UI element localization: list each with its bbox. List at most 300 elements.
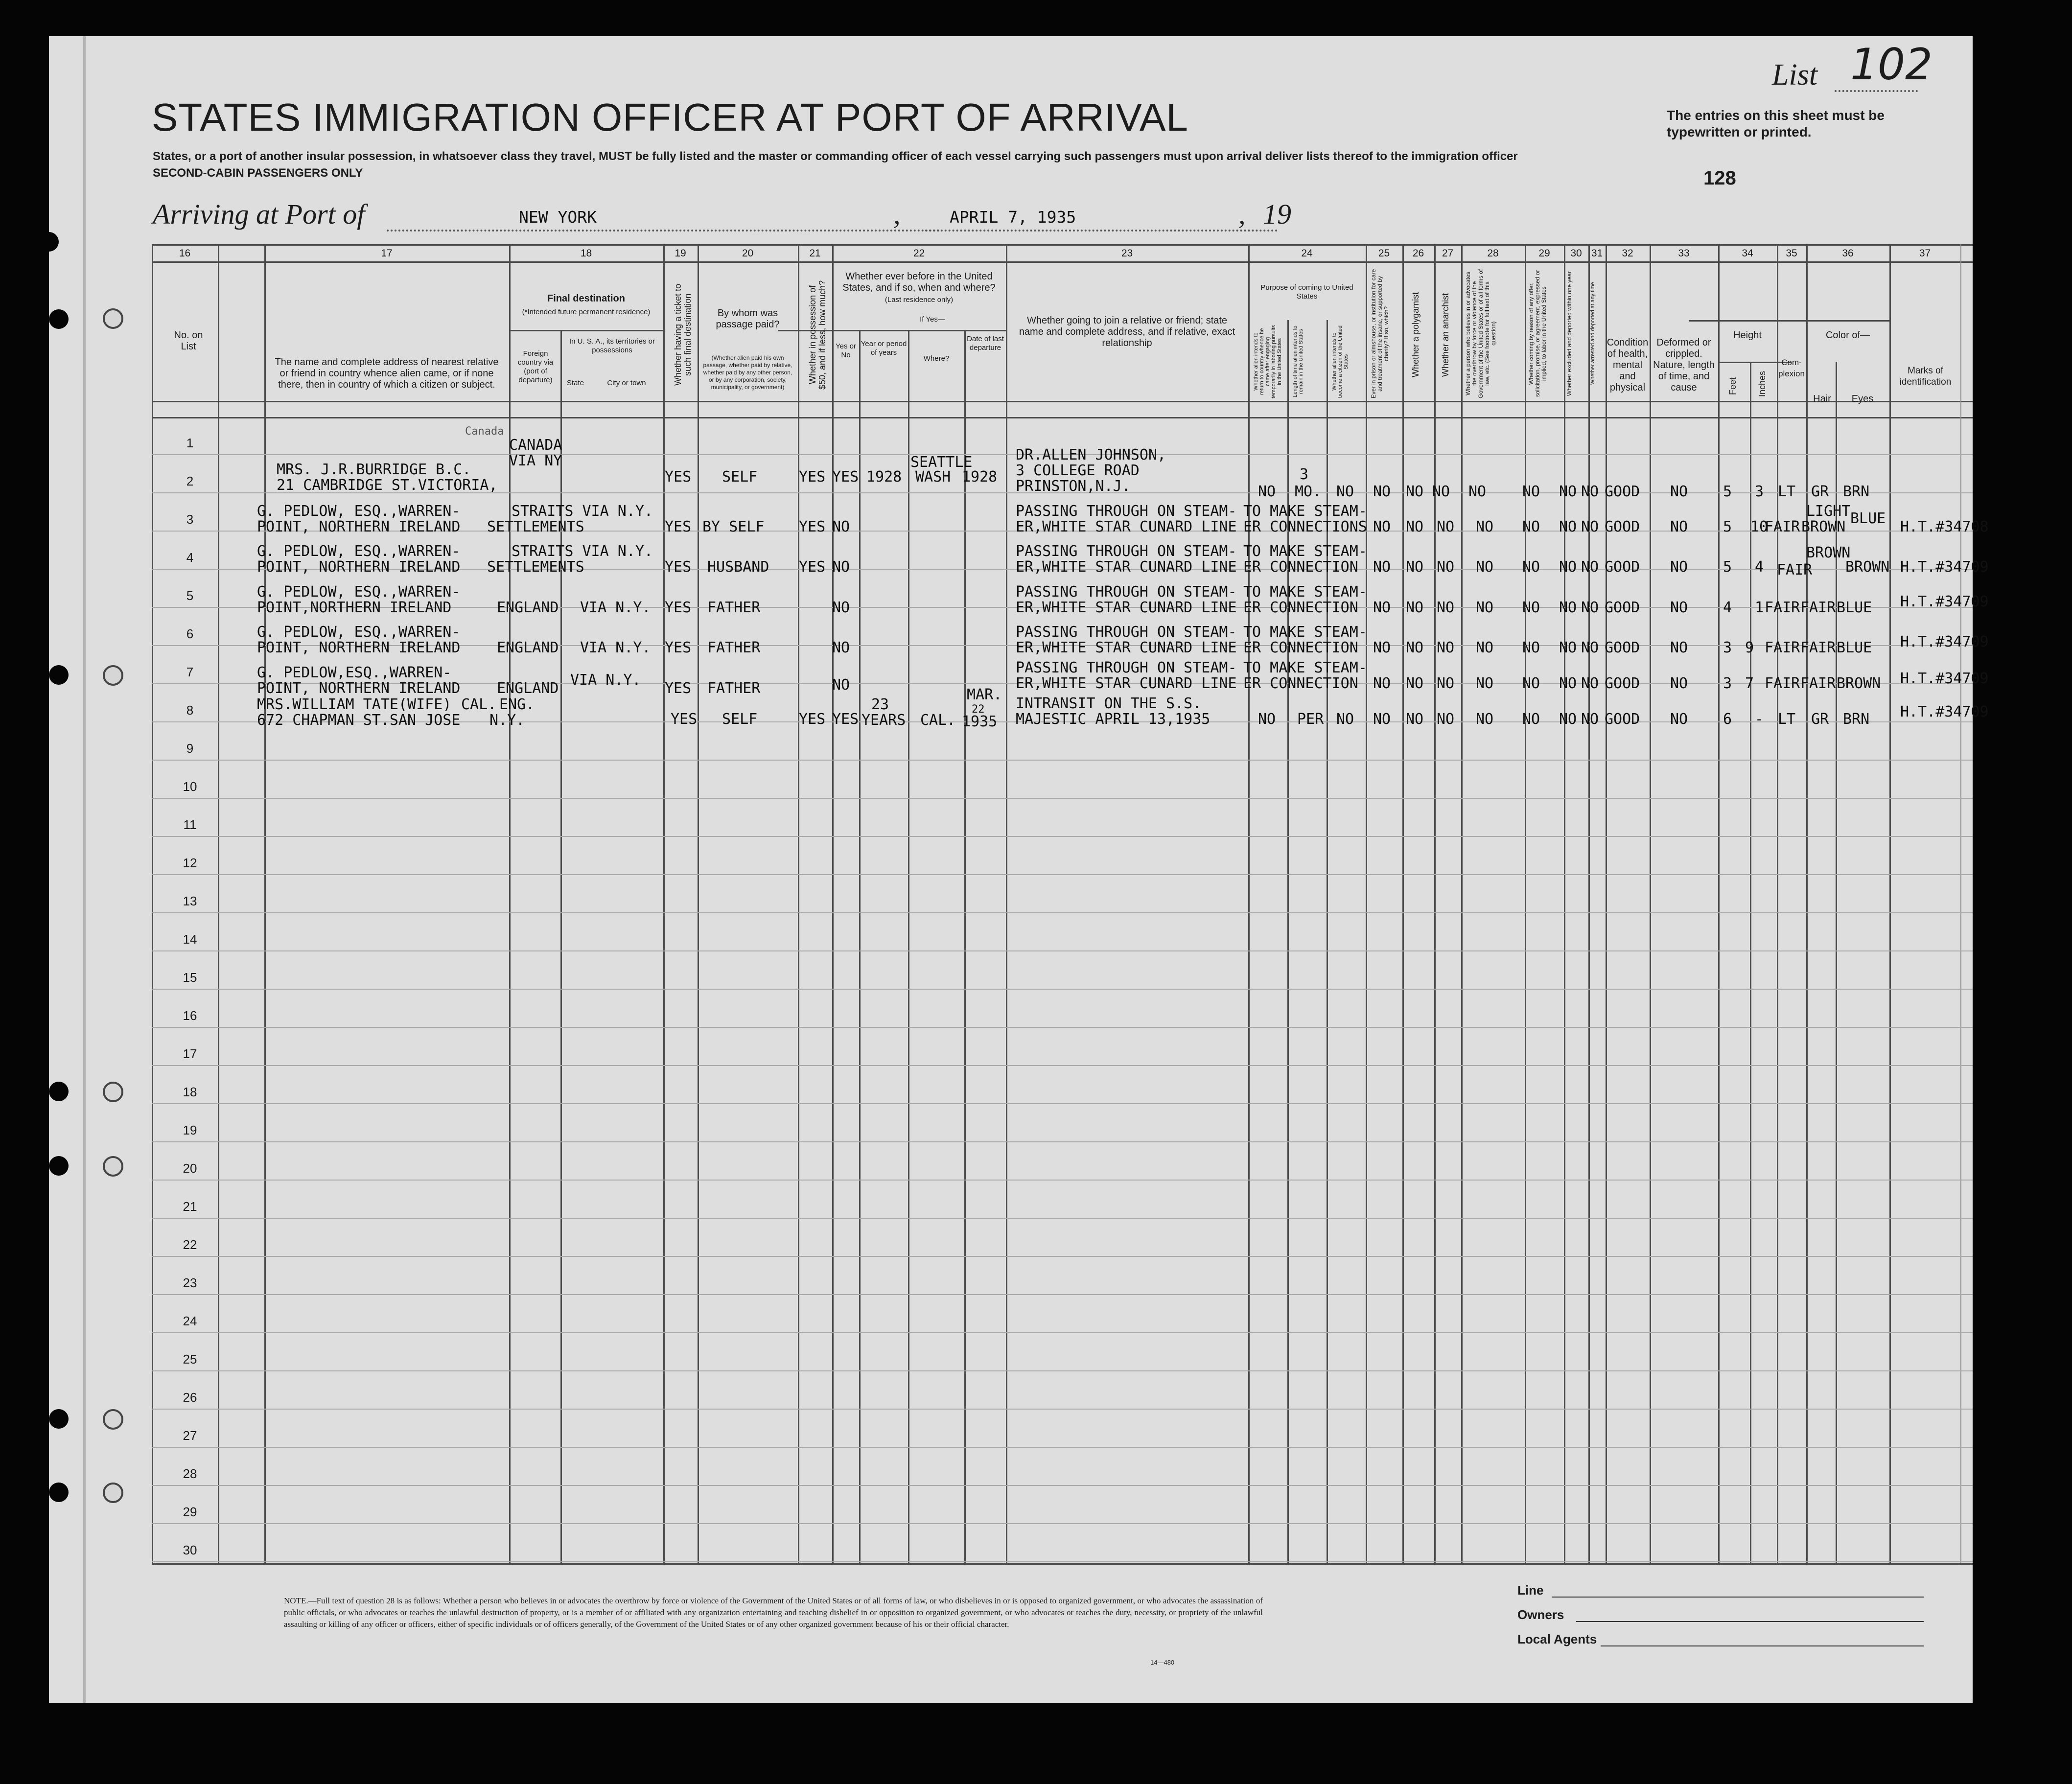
- col-number: 33: [1678, 248, 1690, 259]
- relative-line: 21 CAMBRIDGE ST.VICTORIA,: [277, 477, 498, 494]
- health: GOOD: [1605, 675, 1640, 692]
- relative-line: 672 CHAPMAN ST.SAN JOSE: [257, 712, 461, 729]
- height-feet: 5: [1723, 518, 1732, 535]
- row-line: [152, 1447, 1973, 1448]
- c30: NO: [1559, 639, 1577, 656]
- c24a: TO MAKE STEAM-: [1243, 543, 1367, 560]
- col-number: 29: [1538, 248, 1550, 259]
- header-yes-no: Yes or No: [836, 342, 856, 359]
- c26: NO: [1406, 675, 1424, 692]
- where: WASH: [915, 468, 951, 486]
- header-before-note: (Last residence only): [885, 296, 954, 304]
- c24b: PER: [1297, 711, 1324, 728]
- health: GOOD: [1605, 518, 1640, 535]
- hair: FAIR: [1800, 599, 1836, 616]
- before-us: YES: [832, 711, 859, 728]
- eyes: BROWN: [1845, 558, 1890, 576]
- c26: NO: [1406, 711, 1424, 728]
- joining-line: PASSING THROUGH ON STEAM-: [1016, 659, 1237, 676]
- row-number: 9: [186, 741, 194, 756]
- eyes: BLUE: [1837, 639, 1872, 656]
- height-inches: 1: [1755, 599, 1764, 616]
- col-number: 22: [913, 248, 925, 259]
- row-line: [152, 798, 1973, 799]
- deformed: NO: [1670, 518, 1688, 535]
- c24a: TO MAKE STEAM-: [1243, 503, 1367, 520]
- deformed: NO: [1670, 711, 1688, 728]
- arriving-label: Arriving at Port of: [153, 198, 365, 230]
- foreign-country: ENGLAND: [497, 680, 559, 697]
- c27: NO: [1437, 599, 1455, 616]
- row-number: 25: [183, 1352, 197, 1367]
- header-c24b: Length of time alien intends to remain in the United States: [1292, 325, 1304, 398]
- c24c: NO: [1336, 483, 1354, 500]
- joining-line: ER,WHITE STAR CUNARD LINE: [1016, 675, 1237, 692]
- marks: H.T.#34709: [1900, 703, 1989, 720]
- header-marks: Marks of identification: [1899, 366, 1952, 387]
- c27: NO: [1437, 558, 1455, 576]
- header-feet: Feet: [1728, 377, 1738, 395]
- deformed: NO: [1670, 599, 1688, 616]
- relative-line: POINT, NORTHERN IRELAND: [257, 558, 461, 576]
- c30: NO: [1559, 518, 1577, 535]
- foreign-country: STRAITS VIA N.Y.: [512, 503, 653, 520]
- header-in-usa: In U. S. A., its territories or possessions: [569, 337, 655, 354]
- header-possession-50: Whether in possession of $50, and if less, how much?: [808, 280, 827, 390]
- binder-hole: [49, 1409, 69, 1429]
- joining-line: ER,WHITE STAR CUNARD LINE: [1016, 518, 1237, 535]
- header-nearest-relative: The name and complete address of nearest relative or friend in country whence alien came, or if none there, then in country of which a citizen or subject.: [275, 357, 499, 390]
- col-number: 20: [742, 248, 754, 259]
- row-line: [152, 1027, 1973, 1028]
- paid-by: HUSBAND: [707, 558, 769, 576]
- possession-50: YES: [799, 468, 826, 486]
- c27: NO: [1432, 483, 1450, 500]
- line-label: Line: [1517, 1583, 1544, 1598]
- joining-line: PASSING THROUGH ON STEAM-: [1016, 543, 1237, 560]
- c24a: NO: [1258, 483, 1276, 500]
- c29: NO: [1522, 558, 1540, 576]
- possession-50: YES: [799, 518, 826, 535]
- row-number: 7: [186, 665, 194, 679]
- height-inches: 3: [1755, 483, 1764, 500]
- row-number: 18: [183, 1085, 197, 1099]
- date-departure: 1935: [962, 713, 998, 730]
- row-number: 13: [183, 894, 197, 908]
- row-number: 8: [186, 703, 194, 718]
- row-line: [152, 1065, 1973, 1066]
- relative-line: G. PEDLOW, ESQ.,WARREN-: [257, 624, 461, 641]
- c25: NO: [1373, 518, 1391, 535]
- c28: NO: [1476, 558, 1494, 576]
- binder-hole: [39, 232, 59, 252]
- c25: NO: [1373, 558, 1391, 576]
- header-passage-note: (Whether alien paid his own passage, whether paid by relative, whether paid by any other person, or by any corporation, society, municipality, or government): [703, 354, 792, 391]
- paid-by: BY SELF: [702, 518, 765, 535]
- header-foreign-country: Foreign country via (port of departure): [517, 349, 554, 384]
- where: CAL.: [920, 712, 956, 729]
- paid-by: SELF: [722, 468, 758, 486]
- hair: FAIR: [1800, 675, 1836, 692]
- c29: NO: [1522, 639, 1540, 656]
- hair: FAIR: [1800, 639, 1836, 656]
- c24a: TO MAKE STEAM-: [1243, 583, 1367, 601]
- marks: H.T.#34709: [1900, 593, 1989, 610]
- header-c25: Ever in prison or almshouse, or institution for care and treatment of the insane, or supported by charity? If so, which?: [1370, 269, 1390, 398]
- c26: NO: [1406, 483, 1424, 500]
- col-number: 32: [1622, 248, 1633, 259]
- binder-hole: [49, 1156, 69, 1176]
- c24a: ER CONNECTION: [1243, 639, 1358, 656]
- ticket: YES: [665, 518, 692, 535]
- year-period: YEARS: [861, 712, 906, 729]
- list-number-line: [1835, 90, 1918, 92]
- header-city: City or town: [607, 379, 646, 387]
- row-number: 10: [183, 779, 197, 794]
- header-date-departure: Date of last departure: [967, 335, 1004, 352]
- row-line: [152, 1523, 1973, 1524]
- col-number: 28: [1487, 248, 1499, 259]
- c24a: TO MAKE STEAM-: [1243, 624, 1367, 641]
- line-field[interactable]: [1552, 1597, 1924, 1598]
- agents-label: Local Agents: [1517, 1632, 1597, 1646]
- relative-line: POINT, NORTHERN IRELAND: [257, 680, 461, 697]
- ticket: YES: [665, 558, 692, 576]
- row-number: 21: [183, 1199, 197, 1214]
- page-fold: [83, 36, 86, 1703]
- c24a: TO MAKE STEAM-: [1243, 659, 1367, 676]
- relative-line: POINT, NORTHERN IRELAND: [257, 639, 461, 656]
- before-us: NO: [832, 676, 850, 694]
- joining-line: ER,WHITE STAR CUNARD LINE: [1016, 558, 1237, 576]
- ticket: YES: [665, 639, 692, 656]
- hair: GR: [1811, 711, 1829, 728]
- binder-hole: [49, 1483, 69, 1502]
- c24a: ER CONNECTIONS: [1243, 518, 1367, 535]
- header-joining: Whether going to join a relative or friend; state name and complete address, and if relative, exact relationship: [1019, 315, 1235, 348]
- agents-field[interactable]: [1601, 1645, 1924, 1646]
- col-number: 36: [1842, 248, 1854, 259]
- foreign-country: ENG.: [499, 696, 535, 713]
- where: SEATTLE: [910, 454, 973, 471]
- col-number: 27: [1442, 248, 1454, 259]
- binder-hole: [49, 1082, 69, 1101]
- c31: NO: [1581, 558, 1599, 576]
- deformed: NO: [1670, 483, 1688, 500]
- row-line: [152, 1218, 1973, 1219]
- joining-line: DR.ALLEN JOHNSON,: [1016, 446, 1166, 463]
- health: GOOD: [1605, 639, 1640, 656]
- row-number: 3: [186, 512, 194, 527]
- foreign-country: STRAITS VIA N.Y.: [512, 543, 653, 560]
- header-state: State: [566, 379, 584, 387]
- height-feet: 5: [1723, 558, 1732, 576]
- hair: GR: [1811, 483, 1829, 500]
- foreign-via: VIA N.Y.: [580, 639, 651, 656]
- col-number: 25: [1378, 248, 1390, 259]
- foreign-via: VIA N.Y.: [580, 599, 651, 616]
- col-number: 16: [179, 248, 191, 259]
- header-hair: Hair: [1813, 394, 1831, 404]
- row-number: 22: [183, 1237, 197, 1252]
- form-title: STATES IMMIGRATION OFFICER AT PORT OF ARRIVAL: [152, 95, 1188, 139]
- row-line: [152, 1294, 1973, 1295]
- eyes: BLUE: [1837, 599, 1872, 616]
- eyes: BRN: [1843, 711, 1870, 728]
- header-height: Height: [1733, 330, 1762, 341]
- complexion: FAIR: [1765, 639, 1800, 656]
- col-number: 18: [580, 248, 592, 259]
- before-us: NO: [832, 639, 850, 656]
- before-us: NO: [832, 599, 850, 616]
- height-inches: -: [1755, 711, 1764, 728]
- entries-note: The entries on this sheet must be typewritten or printed.: [1667, 108, 1885, 139]
- annotation: Canada: [465, 425, 504, 438]
- paid-by: FATHER: [707, 639, 761, 656]
- foreign-country: ENGLAND: [497, 639, 559, 656]
- c31: NO: [1581, 639, 1599, 656]
- height-inches: 9: [1745, 639, 1754, 656]
- relative-line: CAL.: [461, 696, 497, 713]
- c27: NO: [1437, 675, 1455, 692]
- col-number: 19: [675, 248, 686, 259]
- complexion: FAIR: [1765, 518, 1800, 535]
- foreign-via: N.Y.: [489, 712, 525, 729]
- header-final-destination-note: (*Intended future permanent residence): [522, 308, 651, 316]
- row-number: 12: [183, 856, 197, 870]
- row-number: 30: [183, 1543, 197, 1557]
- c25: NO: [1373, 711, 1391, 728]
- c29: NO: [1522, 599, 1540, 616]
- joining-line: INTRANSIT ON THE S.S.: [1016, 695, 1202, 712]
- row-line: [152, 1332, 1973, 1333]
- c31: NO: [1581, 518, 1599, 535]
- c24a: NO: [1258, 711, 1276, 728]
- row-number: 4: [186, 550, 194, 565]
- col-number: 17: [381, 248, 393, 259]
- c27: NO: [1437, 518, 1455, 535]
- height-inches: 4: [1755, 558, 1764, 576]
- row-number: 2: [186, 474, 194, 488]
- c25: NO: [1373, 639, 1391, 656]
- row-number: 1: [186, 436, 194, 450]
- complexion: LT: [1778, 711, 1796, 728]
- c26: NO: [1406, 558, 1424, 576]
- joining-line: ER,WHITE STAR CUNARD LINE: [1016, 639, 1237, 656]
- row-number: 17: [183, 1046, 197, 1061]
- year-period: 1928: [866, 468, 902, 486]
- joining-line: MAJESTIC APRIL 13,1935: [1016, 711, 1211, 728]
- ring-hole: [103, 1082, 123, 1102]
- foreign-via: SETTLEMENTS: [487, 558, 584, 576]
- row-line: [152, 1256, 1973, 1257]
- ring-hole: [103, 1483, 123, 1503]
- c25: NO: [1373, 675, 1391, 692]
- header-c28: Whether a person who believes in or advocates the overthrow by force or violence of the Government of the United States or of all forms of law, etc. (See footnote for full text of this question): [1465, 269, 1497, 398]
- col-number: 37: [1919, 248, 1931, 259]
- joining-line: PASSING THROUGH ON STEAM-: [1016, 503, 1237, 520]
- header-c24a: Whether alien intends to return to country whence he came after engaging temporarily in laboring pursuits in the United States: [1253, 325, 1282, 398]
- ticket: YES: [665, 468, 692, 486]
- c28: NO: [1476, 599, 1494, 616]
- cabin-class: SECOND-CABIN PASSENGERS ONLY: [153, 166, 363, 180]
- list-label: List: [1772, 58, 1818, 92]
- c24a: ER CONNECTION: [1243, 599, 1358, 616]
- complexion: FAIR: [1777, 561, 1813, 579]
- col-number: 30: [1570, 248, 1582, 259]
- row-line: [152, 1180, 1973, 1181]
- row-number: 28: [183, 1466, 197, 1481]
- marks: H.T.#34709: [1900, 558, 1989, 576]
- c30: NO: [1559, 675, 1577, 692]
- c25: NO: [1373, 599, 1391, 616]
- sheet-number: 128: [1703, 167, 1736, 189]
- before-us: NO: [832, 558, 850, 576]
- header-purpose: Purpose of coming to United States: [1260, 283, 1353, 301]
- header-passage-paid: By whom was passage paid?: [716, 308, 780, 330]
- year-prefix: 19: [1263, 198, 1291, 230]
- ring-hole: [103, 1156, 123, 1177]
- c29: NO: [1522, 711, 1540, 728]
- header-c31: Whether arrested and deported at any time: [1590, 282, 1596, 385]
- foreign-via: VIA NY: [509, 452, 562, 469]
- header-eyes: Eyes: [1851, 394, 1874, 404]
- health: GOOD: [1605, 599, 1640, 616]
- col-number: 26: [1412, 248, 1424, 259]
- eyes: BLUE: [1850, 510, 1886, 527]
- c27: NO: [1437, 639, 1455, 656]
- c24c: NO: [1336, 711, 1354, 728]
- col-number: 31: [1591, 248, 1603, 259]
- foreign-via: SETTLEMENTS: [487, 518, 584, 535]
- relative-line: MRS. J.R.BURRIDGE B.C.: [277, 461, 471, 478]
- header-if-yes: If Yes—: [920, 315, 945, 324]
- header-complexion: Com- plexion: [1778, 358, 1805, 378]
- owners-field[interactable]: [1576, 1621, 1924, 1622]
- port-line: [387, 230, 940, 232]
- possession-50: YES: [799, 711, 826, 728]
- ring-hole: [103, 1409, 123, 1430]
- foreign-via: VIA N.Y.: [570, 672, 641, 689]
- date-value: APRIL 7, 1935: [950, 208, 1076, 227]
- relative-line: POINT, NORTHERN IRELAND: [257, 518, 461, 535]
- c24b: MO.: [1295, 483, 1322, 500]
- row-number: 16: [183, 1008, 197, 1023]
- row-line: [152, 874, 1973, 875]
- col-number: 21: [809, 248, 821, 259]
- c28: NO: [1476, 711, 1494, 728]
- row-number: 6: [186, 626, 194, 641]
- joining-line: PRINSTON,N.J.: [1016, 478, 1131, 495]
- row-number: 23: [183, 1275, 197, 1290]
- date-departure: MAR.: [967, 686, 1002, 703]
- header-inches: Inches: [1757, 371, 1767, 397]
- before-us: NO: [832, 518, 850, 535]
- row-number: 14: [183, 932, 197, 947]
- relative-line: G. PEDLOW, ESQ.,WARREN-: [257, 543, 461, 560]
- binder-hole: [49, 665, 69, 685]
- deformed: NO: [1670, 639, 1688, 656]
- paid-by: FATHER: [707, 599, 761, 616]
- relative-line: POINT,NORTHERN IRELAND: [257, 599, 452, 616]
- row-line: [152, 1370, 1973, 1371]
- complexion: FAIR: [1765, 599, 1800, 616]
- c29: NO: [1522, 483, 1540, 500]
- ticket: YES: [665, 599, 692, 616]
- header-before-us: Whether ever before in the United States, and if so, when and where?: [842, 271, 996, 293]
- c28: NO: [1476, 639, 1494, 656]
- eyes: BRN: [1843, 483, 1870, 500]
- height-feet: 3: [1723, 675, 1732, 692]
- header-no-on-list: No. on List: [174, 330, 203, 352]
- col-number: 24: [1301, 248, 1313, 259]
- owners-label: Owners: [1517, 1607, 1564, 1622]
- relative-line: G. PEDLOW, ESQ.,WARREN-: [257, 583, 461, 601]
- relative-line: G. PEDLOW,ESQ.,WARREN-: [257, 664, 452, 681]
- c30: NO: [1559, 483, 1577, 500]
- joining-line: ER,WHITE STAR CUNARD LINE: [1016, 599, 1237, 616]
- header-c24c: Whether alien intends to become a citizen of the United States: [1331, 325, 1349, 398]
- row-number: 24: [183, 1314, 197, 1328]
- joining-line: 3 COLLEGE ROAD: [1016, 462, 1140, 479]
- c25: NO: [1373, 483, 1391, 500]
- date-departure: 22: [972, 703, 985, 716]
- date-departure: 1928: [962, 468, 998, 486]
- c26: NO: [1406, 599, 1424, 616]
- hair: BROWN: [1806, 544, 1851, 561]
- before-us: YES: [832, 468, 859, 486]
- manifest-sheet: List 102 The entries on this sheet must be typewritten or printed. STATES IMMIGRATION OFFICER AT PORT OF ARRIVAL States, or a port of another insular possession, in whatsoever class they travel, MUST be fully listed and the master or commanding officer of each vessel carrying such passengers must upon arrival deliver lists thereof to the immigration officer SECOND-CABIN PASSENGERS ONLY 128 Arriving at Port of NEW YORK , APRIL 7, 1935 , 19 16 17 18 19 20 21 22 23 24 25 26 27 28 29 30 31 32 33 34 35 36 37 No. on List The name and complete address of nearest relative or friend in country whence alien came, or if none there, then in country of which a citizen or subject. Final destination (*Intended future permanent residence) Foreign country via (port of departure) In U. S. A., its territories or possessions State City or town Whether having a ticket to such final destination By whom was passage paid? (Whether alien paid his own passage, whether paid by relative, whether paid by any other person, or by any corporation, society, municipality, or government) Whether in possession of $50, and if less, how much? Whether ever before in the United States, and if so, when and where? (Last residence only) If Yes— Yes or No Year or period of years Where? Date of last departure Whether going to join a relative or friend; state name and complete address, and if relative, exact relationship Purpose of coming to United States Whether alien intends to return to country whence he came after engaging temporarily in laboring pursuits in the United States Length of time alien intends to remain in the United States Whether alien intends to become a citizen of the United States Ever in prison or almshouse, or institution for care and treatment of the insane, or supported by charity? If so, which? Whether a polygamist Whether an anarchist Whether a person who believes in or advocates the overthrow by force or violence of the Government of the United States or of all forms of law, etc. (See footnote for full text of this question) Whether coming by reason of any offer, solicitation, promise, or agreement, expressed or implied, to labor in the United States Whether excluded and deported within one year Whether arrested and deported at any time Condition of health, mental and physical Deformed or crippled. Nature, length of time, and cause Height Feet Inches Com- plexion Color of— Hair Eyes Marks of identification 1 2 3 4 5 6 7 8 9 10 11 12 13 14 15 16 17 18 19 20 21 22 23 24 25 26 27 28 29 30 Canada MRS. J.R.BURRIDGE B.C. 21 CAMBRIDGE ST.VICTORIA, CANADA VIA NY YES SELF YES YES 1928 SEATTLE WASH 1928 DR.ALLEN JOHNSON, 3 COLLEGE ROAD PRINSTON,N.J. NO 3 MO. NO NO NO NO NO NO NO NO GOOD NO 5 3 LT GR BRN G. PEDLOW, ESQ.,WARREN- POINT, NORTHERN IRELAND STRAITS VIA N.Y. SETTLEMENTS YES BY SELF YES NO PASSING THROUGH ON STEAM- ER,WHITE STAR CUNARD LINE TO MAKE STEAM- ER CONNECTIONS NO NO NO NO NO NO NO GOOD NO 5 10 FAIR LIGHT BROWN BLUE H.T.#34708 G. PEDLOW, ESQ.,WARREN- POINT, NORTHERN IRELAND STRAITS VIA N.Y. SETTLEMENTS YES HUSBAND YES NO PASSING THROUGH ON STEAM- ER,WHITE STAR CUNARD LINE TO MAKE STEAM- ER CONNECTION NO NO NO NO NO NO NO GOOD NO 5 4 FAIR BROWN BROWN H.T.#34709 G. PEDLOW, ESQ.,WARREN- POINT,NORTHERN IRELAND ENGLAND VIA N.Y. YES FATHER NO PASSING THROUGH ON STEAM- ER,WHITE STAR CUNARD LINE TO MAKE STEAM- ER CONNECTION NO NO NO NO NO NO NO GOOD NO 4 1 FAIR FAIR BLUE H.T.#34709 G. PEDLOW, ESQ.,WARREN- POINT, NORTHERN IRELAND ENGLAND VIA N.Y. YES FATHER NO PASSING THROUGH ON STEAM- ER,WHITE STAR CUNARD LINE TO MAKE STEAM- ER CONNECTION NO NO NO NO NO NO NO GOOD NO 3 9 FAIR FAIR BLUE H.T.#34709 G. PEDLOW,ESQ.,WARREN- POINT, NORTHERN IRELAND ENGLAND VIA N.Y. YES FATHER NO PASSING THROUGH ON STEAM- ER,WHITE STAR CUNARD LINE TO MAKE STEAM- ER CONNECTION NO NO NO NO NO NO NO GOOD NO 3 7 FAIR FAIR BROWN H.T.#34709 MRS.WILLIAM TATE(WIFE) 672 CHAPMAN ST.SAN JOSE CAL. ENG. N.Y. YES SELF YES YES 23 YEARS CAL. MAR. 22 1935 INTRANSIT ON THE S.S. MAJESTIC APRIL 13,1935 NO PER NO NO NO NO NO NO NO NO GOOD NO 6 - LT GR BRN H.T.#34709 NOTE.—Full text of question 28 is as follows: Whether a person who believes in or advocates the overthrow by force or violence of the Government of the United States or of all forms of law, or who disbelieves in or is opposed to organized government, or who advocates the assassination of public officials, or who advocates or teaches the unlawful destruction of property, or is a member of or affiliated with any organization entertaining and teaching disbelief in or opposition to organized government, or who advocates or teaches the duty, necessity, or propriety of the unlawful assaulting or killing of any officer or officers, either of specific individuals or of officers generally, of the Government of the United States or of any other organized government because of his or their official character. 14—480 Line Owners Local Agents: [49, 36, 1973, 1703]
- health: GOOD: [1605, 558, 1640, 576]
- col-number: 35: [1786, 248, 1797, 259]
- joining-line: PASSING THROUGH ON STEAM-: [1016, 624, 1237, 641]
- deformed: NO: [1670, 675, 1688, 692]
- complexion: LT: [1778, 483, 1796, 500]
- header-c26: Whether a polygamist: [1411, 292, 1420, 378]
- height-feet: 3: [1723, 639, 1732, 656]
- marks: H.T.#34708: [1900, 518, 1989, 535]
- marks: H.T.#34709: [1900, 633, 1989, 650]
- row-line: [152, 1561, 1973, 1562]
- year-period: 23: [871, 696, 889, 713]
- row-line: [152, 836, 1973, 837]
- row-number: 5: [186, 588, 194, 603]
- hair: LIGHT: [1806, 503, 1851, 520]
- c31: NO: [1581, 599, 1599, 616]
- header-health: Condition of health, mental and physical: [1606, 337, 1649, 393]
- form-code: 14—480: [1150, 1659, 1175, 1666]
- foreign-country: ENGLAND: [497, 599, 559, 616]
- row-number: 11: [183, 817, 197, 832]
- c31: NO: [1581, 711, 1599, 728]
- row-number: 29: [183, 1505, 197, 1519]
- c27: NO: [1437, 711, 1455, 728]
- row-line: [152, 989, 1973, 990]
- form-subtitle: States, or a port of another insular possession, in whatsoever class they travel, MUST be fully listed and the master or commanding officer of each vessel carrying such passengers must upon arrival deliver lists thereof to the immigration officer: [153, 150, 1518, 163]
- ticket: YES: [671, 711, 698, 728]
- c28: NO: [1476, 518, 1494, 535]
- row-line: [152, 1485, 1973, 1486]
- row-line: [152, 1103, 1973, 1104]
- relative-line: G. PEDLOW, ESQ.,WARREN-: [257, 503, 461, 520]
- deformed: NO: [1670, 558, 1688, 576]
- header-c27: Whether an anarchist: [1441, 293, 1450, 377]
- header-ticket: Whether having a ticket to such final destination: [673, 283, 693, 386]
- c31: NO: [1581, 675, 1599, 692]
- row-number: 20: [183, 1161, 197, 1176]
- row-number: 15: [183, 970, 197, 985]
- c30: NO: [1559, 599, 1577, 616]
